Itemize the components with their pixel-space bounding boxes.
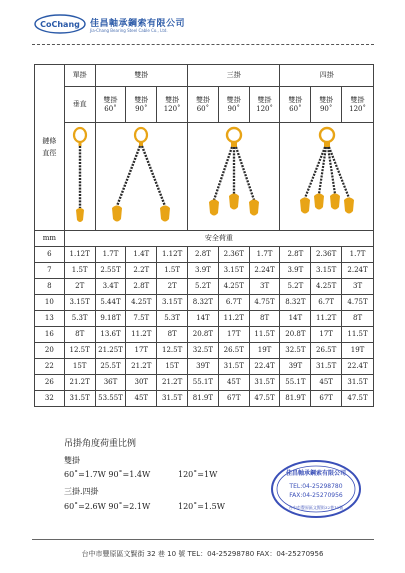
- safe-load-cell: 26.5T: [311, 343, 342, 359]
- safe-load-cell: 1.12T: [157, 247, 188, 263]
- safe-load-cell: 15T: [157, 359, 188, 375]
- chain-diameter-cell: 6: [35, 247, 65, 263]
- table-row: [35, 343, 374, 359]
- ratio-triple-label: 三掛.四掛: [64, 487, 99, 496]
- safe-load-cell: 2.2T: [126, 263, 157, 279]
- side-label-bottom: 直徑: [42, 148, 57, 157]
- safe-load-cell: 4.25T: [218, 279, 249, 295]
- safe-load-cell: 31.5T: [311, 359, 342, 375]
- safe-load-cell: 81.9T: [280, 391, 311, 407]
- ratio-triple-line-b: 120˚=1.5W: [178, 502, 225, 511]
- safe-load-cell: 31.5T: [249, 375, 280, 391]
- safe-load-cell: 19T: [342, 343, 374, 359]
- safe-load-cell: 31.5T: [64, 391, 95, 407]
- angle-header: 雙掛 90˚: [126, 87, 157, 123]
- company-logo: [34, 14, 86, 34]
- safe-load-cell: 31.5T: [342, 375, 374, 391]
- safe-load-cell: 1.5T: [157, 263, 188, 279]
- safe-load-cell: 26.5T: [218, 343, 249, 359]
- safe-load-cell: 31.5T: [218, 359, 249, 375]
- safe-load-cell: 22.4T: [249, 359, 280, 375]
- chain-diameter-cell: 8: [35, 279, 65, 295]
- header-single: 單掛: [64, 65, 95, 87]
- table-row: [35, 375, 374, 391]
- safe-load-cell: 32.5T: [188, 343, 219, 359]
- safe-load-cell: 55.1T: [280, 375, 311, 391]
- header-quad: 四掛: [280, 65, 374, 87]
- chain-diameter-cell: 26: [35, 375, 65, 391]
- ratio-triple-line-a: 60˚=2.6W 90˚=2.1W: [64, 502, 151, 511]
- table-row: [35, 311, 374, 327]
- safe-load-cell: 13.6T: [95, 327, 126, 343]
- safe-load-cell: 45T: [311, 375, 342, 391]
- side-label-top: 鏈條: [42, 137, 57, 146]
- chain-diameter-cell: 16: [35, 327, 65, 343]
- safe-load-cell: 1.7T: [342, 247, 374, 263]
- ratio-double-label: 雙掛: [64, 456, 80, 465]
- safe-load-cell: 39T: [188, 359, 219, 375]
- angle-header: 雙掛 120˚: [249, 87, 280, 123]
- safe-load-cell: 2T: [157, 279, 188, 295]
- safe-load-cell: 11.5T: [249, 327, 280, 343]
- safe-load-cell: 67T: [218, 391, 249, 407]
- angle-header: 雙掛 120˚: [342, 87, 374, 123]
- safe-load-cell: 5.2T: [280, 279, 311, 295]
- safe-load-cell: 1.4T: [126, 247, 157, 263]
- safe-load-cell: 7.5T: [126, 311, 157, 327]
- safe-load-cell: 8.32T: [188, 295, 219, 311]
- safe-load-cell: 45T: [126, 391, 157, 407]
- safe-load-cell: 8T: [342, 311, 374, 327]
- company-name: 佳昌軸承鋼索有限公司: [90, 19, 186, 29]
- safe-load-cell: 21.2T: [64, 375, 95, 391]
- logo-text: CoChang: [40, 20, 80, 29]
- safe-load-cell: 3.15T: [64, 295, 95, 311]
- safe-load-cell: 17T: [311, 327, 342, 343]
- safe-load-cell: 11.2T: [311, 311, 342, 327]
- safe-load-cell: 8T: [249, 311, 280, 327]
- safe-load-cell: 1.7T: [95, 247, 126, 263]
- safe-load-cell: 2.36T: [218, 247, 249, 263]
- data-rows: [35, 247, 374, 407]
- safe-load-cell: 3.15T: [311, 263, 342, 279]
- safe-load-cell: 4.75T: [249, 295, 280, 311]
- company-seal: [270, 459, 362, 519]
- mm-label: mm: [35, 231, 65, 247]
- safe-load-cell: 22.4T: [342, 359, 374, 375]
- safe-load-cell: 11.5T: [342, 327, 374, 343]
- safe-load-cell: 2.8T: [188, 247, 219, 263]
- safe-load-cell: 4.75T: [342, 295, 374, 311]
- seal-top-text: 佳昌軸承鋼索有限公司: [285, 470, 347, 477]
- safe-load-cell: 3.15T: [157, 295, 188, 311]
- safe-load-cell: 3.15T: [218, 263, 249, 279]
- safe-load-cell: 21.2T: [126, 359, 157, 375]
- safe-load-cell: 5.44T: [95, 295, 126, 311]
- chain-diameter-cell: 13: [35, 311, 65, 327]
- ratio-title: 吊掛角度荷重比例: [64, 439, 137, 449]
- safe-load-cell: 14T: [188, 311, 219, 327]
- safe-load-cell: 2.55T: [95, 263, 126, 279]
- safe-load-cell: 8T: [64, 327, 95, 343]
- table-row: [35, 327, 374, 343]
- safe-load-cell: 1.7T: [249, 247, 280, 263]
- safe-load-cell: 39T: [280, 359, 311, 375]
- footer-address: 台中市豐原區文賢街 32 巷 10 號 TEL：04-25298780 FAX：04-25270956: [81, 550, 324, 558]
- chain-illustration-triple: [188, 123, 280, 231]
- table-row: [35, 247, 374, 263]
- safe-load-cell: 20.8T: [188, 327, 219, 343]
- safe-load-cell: 4.25T: [311, 279, 342, 295]
- chain-diameter-cell: 20: [35, 343, 65, 359]
- safe-load-cell: 8.32T: [280, 295, 311, 311]
- safe-load-cell: 53.55T: [95, 391, 126, 407]
- chain-illustration-double: [95, 123, 187, 231]
- safe-load-cell: 5.3T: [64, 311, 95, 327]
- chain-illustration-single: [64, 123, 95, 231]
- safe-load-cell: 12.5T: [157, 343, 188, 359]
- seal-bottom-text: 台中市豐原區文賢街32巷10號: [288, 505, 344, 510]
- safe-load-cell: 8T: [157, 327, 188, 343]
- angle-header: 雙掛 90˚: [311, 87, 342, 123]
- safe-load-cell: 11.2T: [218, 311, 249, 327]
- chain-diameter-header: [35, 65, 65, 231]
- safe-load-cell: 1.5T: [64, 263, 95, 279]
- safe-load-cell: 47.5T: [249, 391, 280, 407]
- safe-load-cell: 6.7T: [311, 295, 342, 311]
- safe-load-cell: 2.36T: [311, 247, 342, 263]
- header-triple: 三掛: [188, 65, 280, 87]
- chain-illustration-quad: [280, 123, 374, 231]
- angle-header: 雙掛 120˚: [157, 87, 188, 123]
- safe-load-table: [34, 64, 374, 407]
- company-name-en: Jia-Chang Bearing Steel Cable Co., Ltd.: [90, 28, 168, 33]
- safe-load-cell: 17T: [218, 327, 249, 343]
- angle-header: 雙掛 60˚: [95, 87, 126, 123]
- table-row: [35, 279, 374, 295]
- safe-load-cell: 2.8T: [280, 247, 311, 263]
- chain-diameter-cell: 7: [35, 263, 65, 279]
- chain-diameter-cell: 10: [35, 295, 65, 311]
- safe-load-label: 安全荷重: [64, 231, 373, 247]
- safe-load-cell: 31.5T: [157, 391, 188, 407]
- ratio-double-line-b: 120˚=1W: [178, 470, 218, 479]
- angle-header: 雙掛 60˚: [280, 87, 311, 123]
- safe-load-cell: 17T: [126, 343, 157, 359]
- safe-load-cell: 32.5T: [280, 343, 311, 359]
- safe-load-cell: 1.12T: [64, 247, 95, 263]
- safe-load-cell: 3.9T: [280, 263, 311, 279]
- angle-header: 雙掛 90˚: [218, 87, 249, 123]
- table-row: [35, 391, 374, 407]
- safe-load-cell: 4.25T: [126, 295, 157, 311]
- safe-load-cell: 2.24T: [342, 263, 374, 279]
- safe-load-cell: 5.3T: [157, 311, 188, 327]
- safe-load-cell: 30T: [126, 375, 157, 391]
- seal-fax: FAX:04-25270956: [289, 492, 343, 499]
- safe-load-cell: 12.5T: [64, 343, 95, 359]
- safe-load-cell: 3T: [249, 279, 280, 295]
- header-vertical: 垂直: [64, 87, 95, 123]
- footer-divider: [32, 539, 374, 540]
- table-row: [35, 295, 374, 311]
- safe-load-cell: 19T: [249, 343, 280, 359]
- safe-load-cell: 25.5T: [95, 359, 126, 375]
- safe-load-cell: 20.8T: [280, 327, 311, 343]
- ratio-double-line-a: 60˚=1.7W 90˚=1.4W: [64, 470, 151, 479]
- safe-load-cell: 11.2T: [126, 327, 157, 343]
- safe-load-cell: 36T: [95, 375, 126, 391]
- safe-load-cell: 67T: [311, 391, 342, 407]
- safe-load-cell: 5.2T: [188, 279, 219, 295]
- safe-load-cell: 15T: [64, 359, 95, 375]
- safe-load-cell: 21.2T: [157, 375, 188, 391]
- safe-load-cell: 14T: [280, 311, 311, 327]
- safe-load-cell: 2.24T: [249, 263, 280, 279]
- table-row: [35, 263, 374, 279]
- seal-tel: TEL:04-25298780: [289, 483, 343, 490]
- header-double: 雙掛: [95, 65, 187, 87]
- chain-diameter-cell: 22: [35, 359, 65, 375]
- safe-load-cell: 2T: [64, 279, 95, 295]
- safe-load-cell: 9.18T: [95, 311, 126, 327]
- safe-load-cell: 47.5T: [342, 391, 374, 407]
- safe-load-cell: 3T: [342, 279, 374, 295]
- safe-load-cell: 45T: [218, 375, 249, 391]
- angle-header: 雙掛 60˚: [188, 87, 219, 123]
- safe-load-cell: 3.4T: [95, 279, 126, 295]
- safe-load-cell: 81.9T: [188, 391, 219, 407]
- table-row: [35, 359, 374, 375]
- header-divider: [32, 44, 374, 45]
- safe-load-cell: 3.9T: [188, 263, 219, 279]
- safe-load-cell: 2.8T: [126, 279, 157, 295]
- chain-diameter-cell: 32: [35, 391, 65, 407]
- safe-load-cell: 55.1T: [188, 375, 219, 391]
- safe-load-cell: 21.25T: [95, 343, 126, 359]
- safe-load-cell: 6.7T: [218, 295, 249, 311]
